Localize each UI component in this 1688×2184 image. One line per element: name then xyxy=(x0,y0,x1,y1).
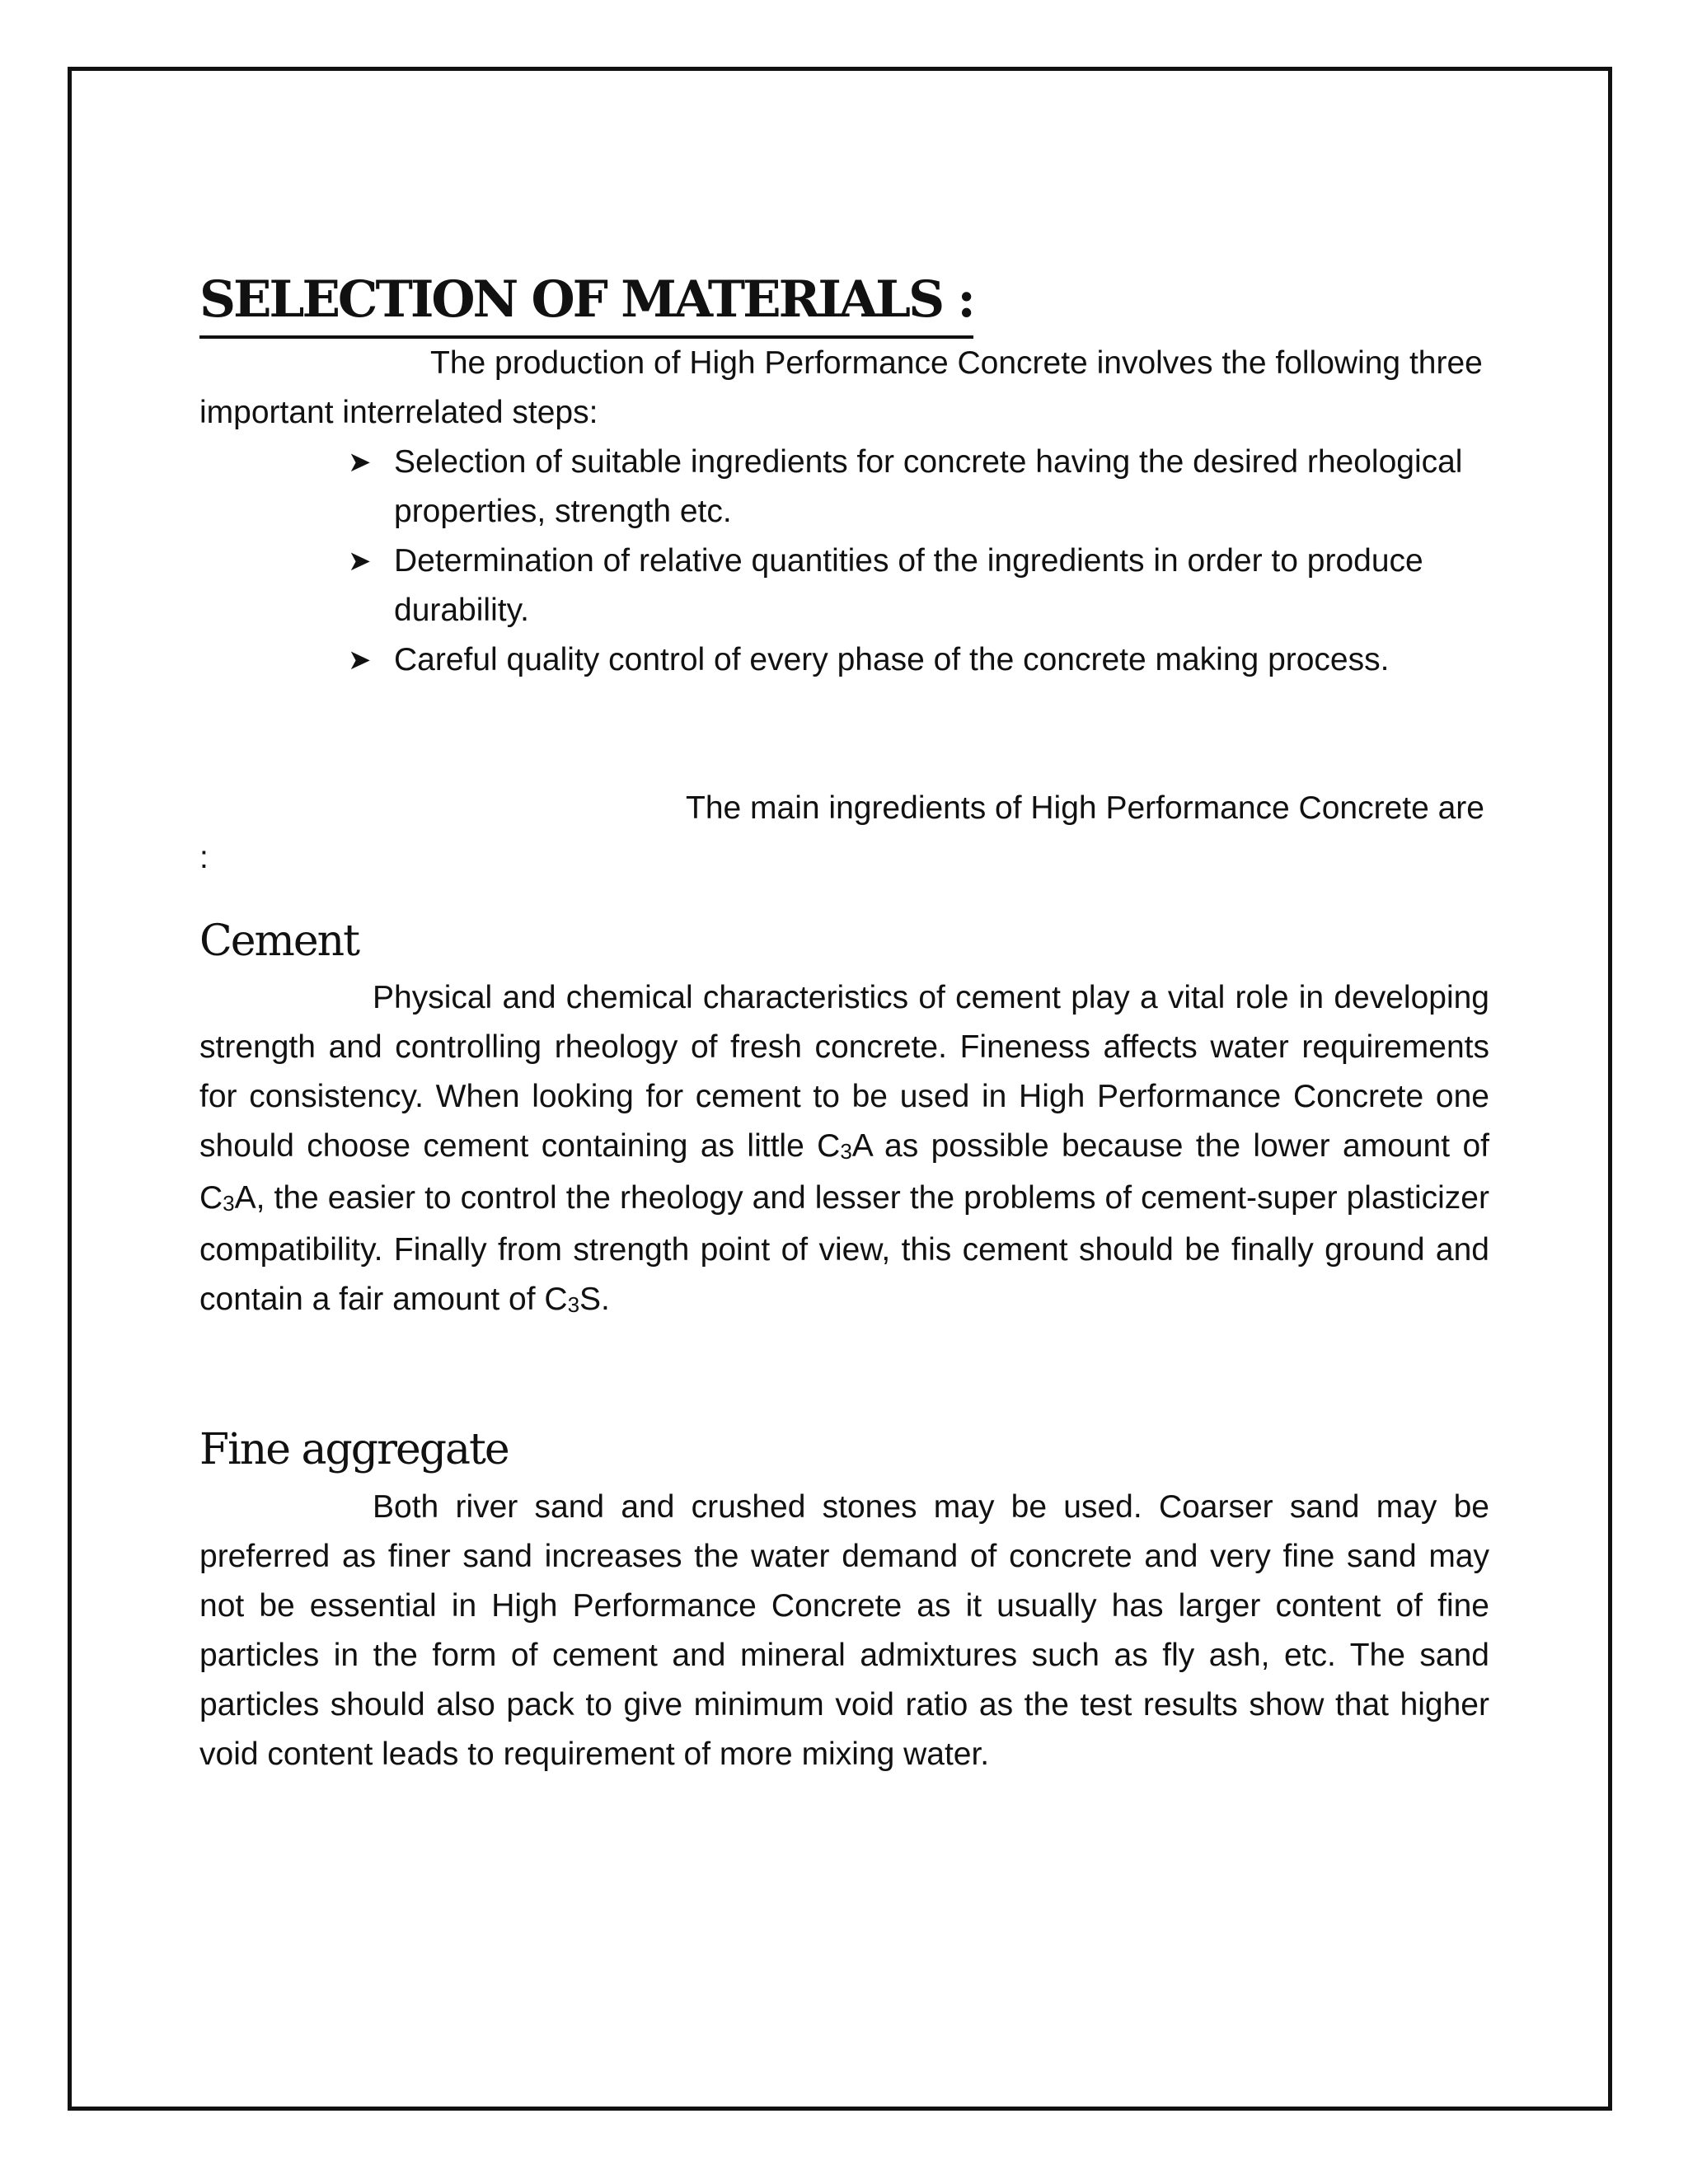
list-item xyxy=(348,537,1489,635)
arrow-bullet-icon: ➤ xyxy=(348,447,372,479)
list-item xyxy=(348,438,1489,537)
step-text: Careful quality control of every phase of the concrete making process. xyxy=(394,642,1390,678)
step-text: Selection of suitable ingredients for concrete having the desired rheological properties, strength etc. xyxy=(394,444,1463,530)
page-title: SELECTION OF MATERIALS : xyxy=(199,272,973,339)
section-heading-cement: Cement xyxy=(199,916,359,967)
cement-text-part: A, the easier to control the rheology and lesser the problems of cement-super plasticizer compatibility. Finally from strength point of view, this cement should be finally ground and contain a fair amount of C xyxy=(199,1180,1489,1318)
ingredients-intro: The main ingredients of High Performance Concrete are : xyxy=(199,790,1484,876)
document-body xyxy=(199,272,1489,1779)
subscript: 3 xyxy=(223,1191,235,1216)
arrow-bullet-icon: ➤ xyxy=(348,644,372,677)
fine-aggregate-paragraph: Both river sand and crushed stones may be used. Coarser sand may be preferred as finer sand increases the water demand of concrete and very fine sand may not be essential in High Performance Concrete as it usually has larger content of fine particles in the form of cement and mineral admixtures such as fly ash, etc. The sand particles should also pack to give minimum void ratio as the test results show that higher void content leads to requirement of more mixing water. xyxy=(199,1488,1489,1772)
cement-text-part: A as possible because the lower amount of C xyxy=(199,1128,1489,1216)
subscript: 3 xyxy=(840,1139,852,1165)
cement-paragraph xyxy=(199,973,1489,1327)
steps-list xyxy=(199,438,1489,685)
arrow-bullet-icon: ➤ xyxy=(348,546,372,578)
subscript: 3 xyxy=(567,1292,580,1318)
intro-paragraph: The production of High Performance Concrete involves the following three important interrelated steps: xyxy=(199,345,1483,431)
step-text: Determination of relative quantities of the ingredients in order to produce durability. xyxy=(394,543,1423,629)
section-heading-fine-aggregate: Fine aggregate xyxy=(199,1425,509,1475)
cement-text-part: S. xyxy=(579,1282,610,1318)
cement-text-part: Physical and chemical characteristics of cement play a vital role in developing strength and controlling rheology of fresh concrete. Fineness affects water requirements for consistency. When looking for cement to be used in High Performance Concrete one should choose cement containing as little C xyxy=(199,980,1489,1165)
list-item xyxy=(348,635,1489,685)
